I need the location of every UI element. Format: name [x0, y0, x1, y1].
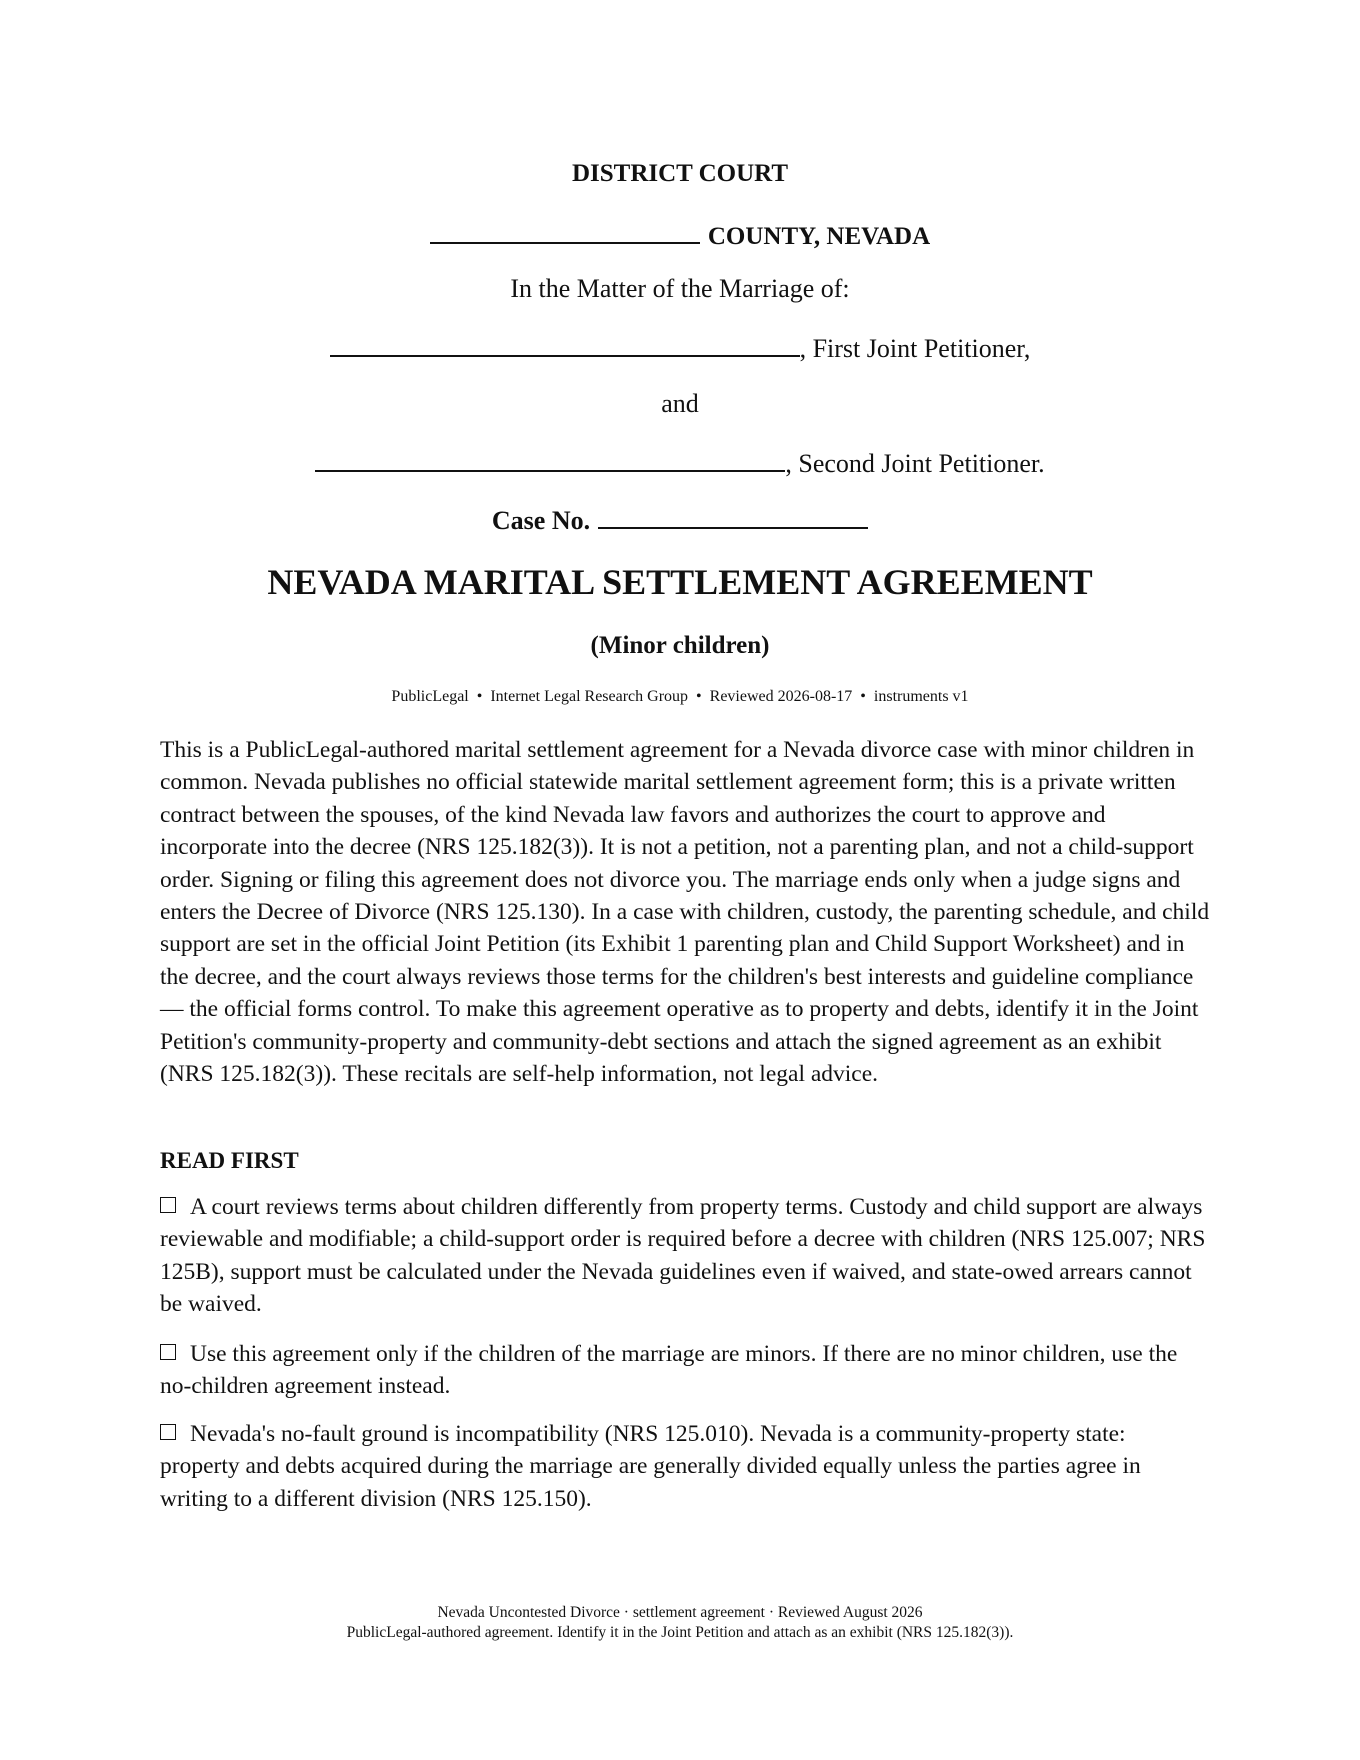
first-petitioner-line: [0, 331, 1360, 364]
meta-separator: •: [860, 688, 866, 705]
meta-publisher: PublicLegal: [391, 688, 469, 705]
meta-organization: Internet Legal Research Group: [490, 688, 689, 705]
second-petitioner-blank[interactable]: [315, 446, 785, 472]
second-petitioner-label: , Second Joint Petitioner.: [785, 449, 1045, 478]
first-petitioner-blank[interactable]: [330, 331, 800, 357]
meta-reviewed: Reviewed 2026-08-17: [709, 688, 853, 705]
meta-version: instruments v1: [873, 688, 969, 705]
read-first-item: [160, 1418, 1210, 1515]
and-connector: and: [661, 389, 699, 418]
footer-line-2: PublicLegal-authored agreement. Identify it in the Joint Petition and attach as an exhibit (NRS 125.182(3)).: [346, 1624, 1014, 1641]
document-title: NEVADA MARITAL SETTLEMENT AGREEMENT: [267, 562, 1093, 602]
document-meta-line: [0, 688, 1360, 706]
document-subtitle: (Minor children): [590, 632, 770, 659]
case-number-line: [0, 503, 1360, 536]
read-first-item-text: A court reviews terms about children differently from property terms. Custody and child support are always reviewable and modifiable; a child-support order is required before a decree with children (NRS 125.007; NRS 125B), support must be calculated under the Nevada guidelines even if waived, and state-owed arrears cannot be waived.: [160, 1194, 1206, 1318]
checkbox-icon[interactable]: [160, 1197, 176, 1213]
case-number-label: Case No.: [491, 506, 591, 535]
court-name: DISTRICT COURT: [571, 160, 789, 187]
case-number-blank[interactable]: [598, 503, 868, 529]
second-petitioner-line: [0, 446, 1360, 479]
read-first-item-text: Use this agreement only if the children of the marriage are minors. If there are no minor children, use the no-children agreement instead.: [160, 1341, 1178, 1400]
footer-line-1: Nevada Uncontested Divorce · settlement agreement · Reviewed August 2026: [437, 1604, 923, 1621]
meta-separator: •: [696, 688, 702, 705]
matter-heading: In the Matter of the Marriage of:: [510, 274, 850, 303]
county-label: COUNTY, NEVADA: [707, 223, 931, 250]
checkbox-icon[interactable]: [160, 1344, 176, 1360]
intro-paragraph: This is a PublicLegal-authored marital settlement agreement for a Nevada divorce case with minor children in common. Nevada publishes no official statewide marital settlement agreement form; this is a private written contract between the spouses, of the kind Nevada law favors and authorizes the court to approve and incorporate into the decree (NRS 125.182(3)). It is not a petition, not a parenting plan, and not a child-support order. Signing or filing this agreement does not divorce you. The marriage ends only when a judge signs and enters the Decree of Divorce (NRS 125.130). In a case with children, custody, the parenting schedule, and child support are set in the official Joint Petition (its Exhibit 1 parenting plan and Child Support Worksheet) and in the decree, and the court always reviews those terms for the children's best interests and guideline compliance — the official forms control. To make this agreement operative as to property and debts, identify it in the Joint Petition's community-property and community-debt sections and attach the signed agreement as an exhibit (NRS 125.182(3)). These recitals are self-help information, not legal advice.: [160, 737, 1210, 1088]
read-first-item-text: Nevada's no-fault ground is incompatibility (NRS 125.010). Nevada is a community-property state: property and debts acquired during the marriage are generally divided equally unless the parties agree in writing to a different division (NRS 125.150).: [160, 1421, 1141, 1512]
first-petitioner-label: , First Joint Petitioner,: [799, 334, 1031, 363]
meta-separator: •: [476, 688, 483, 705]
read-first-heading: READ FIRST: [160, 1148, 299, 1173]
read-first-item: [160, 1191, 1210, 1321]
county-line: [0, 218, 1360, 251]
read-first-item: [160, 1338, 1210, 1403]
county-blank[interactable]: [430, 218, 700, 244]
checkbox-icon[interactable]: [160, 1424, 176, 1440]
